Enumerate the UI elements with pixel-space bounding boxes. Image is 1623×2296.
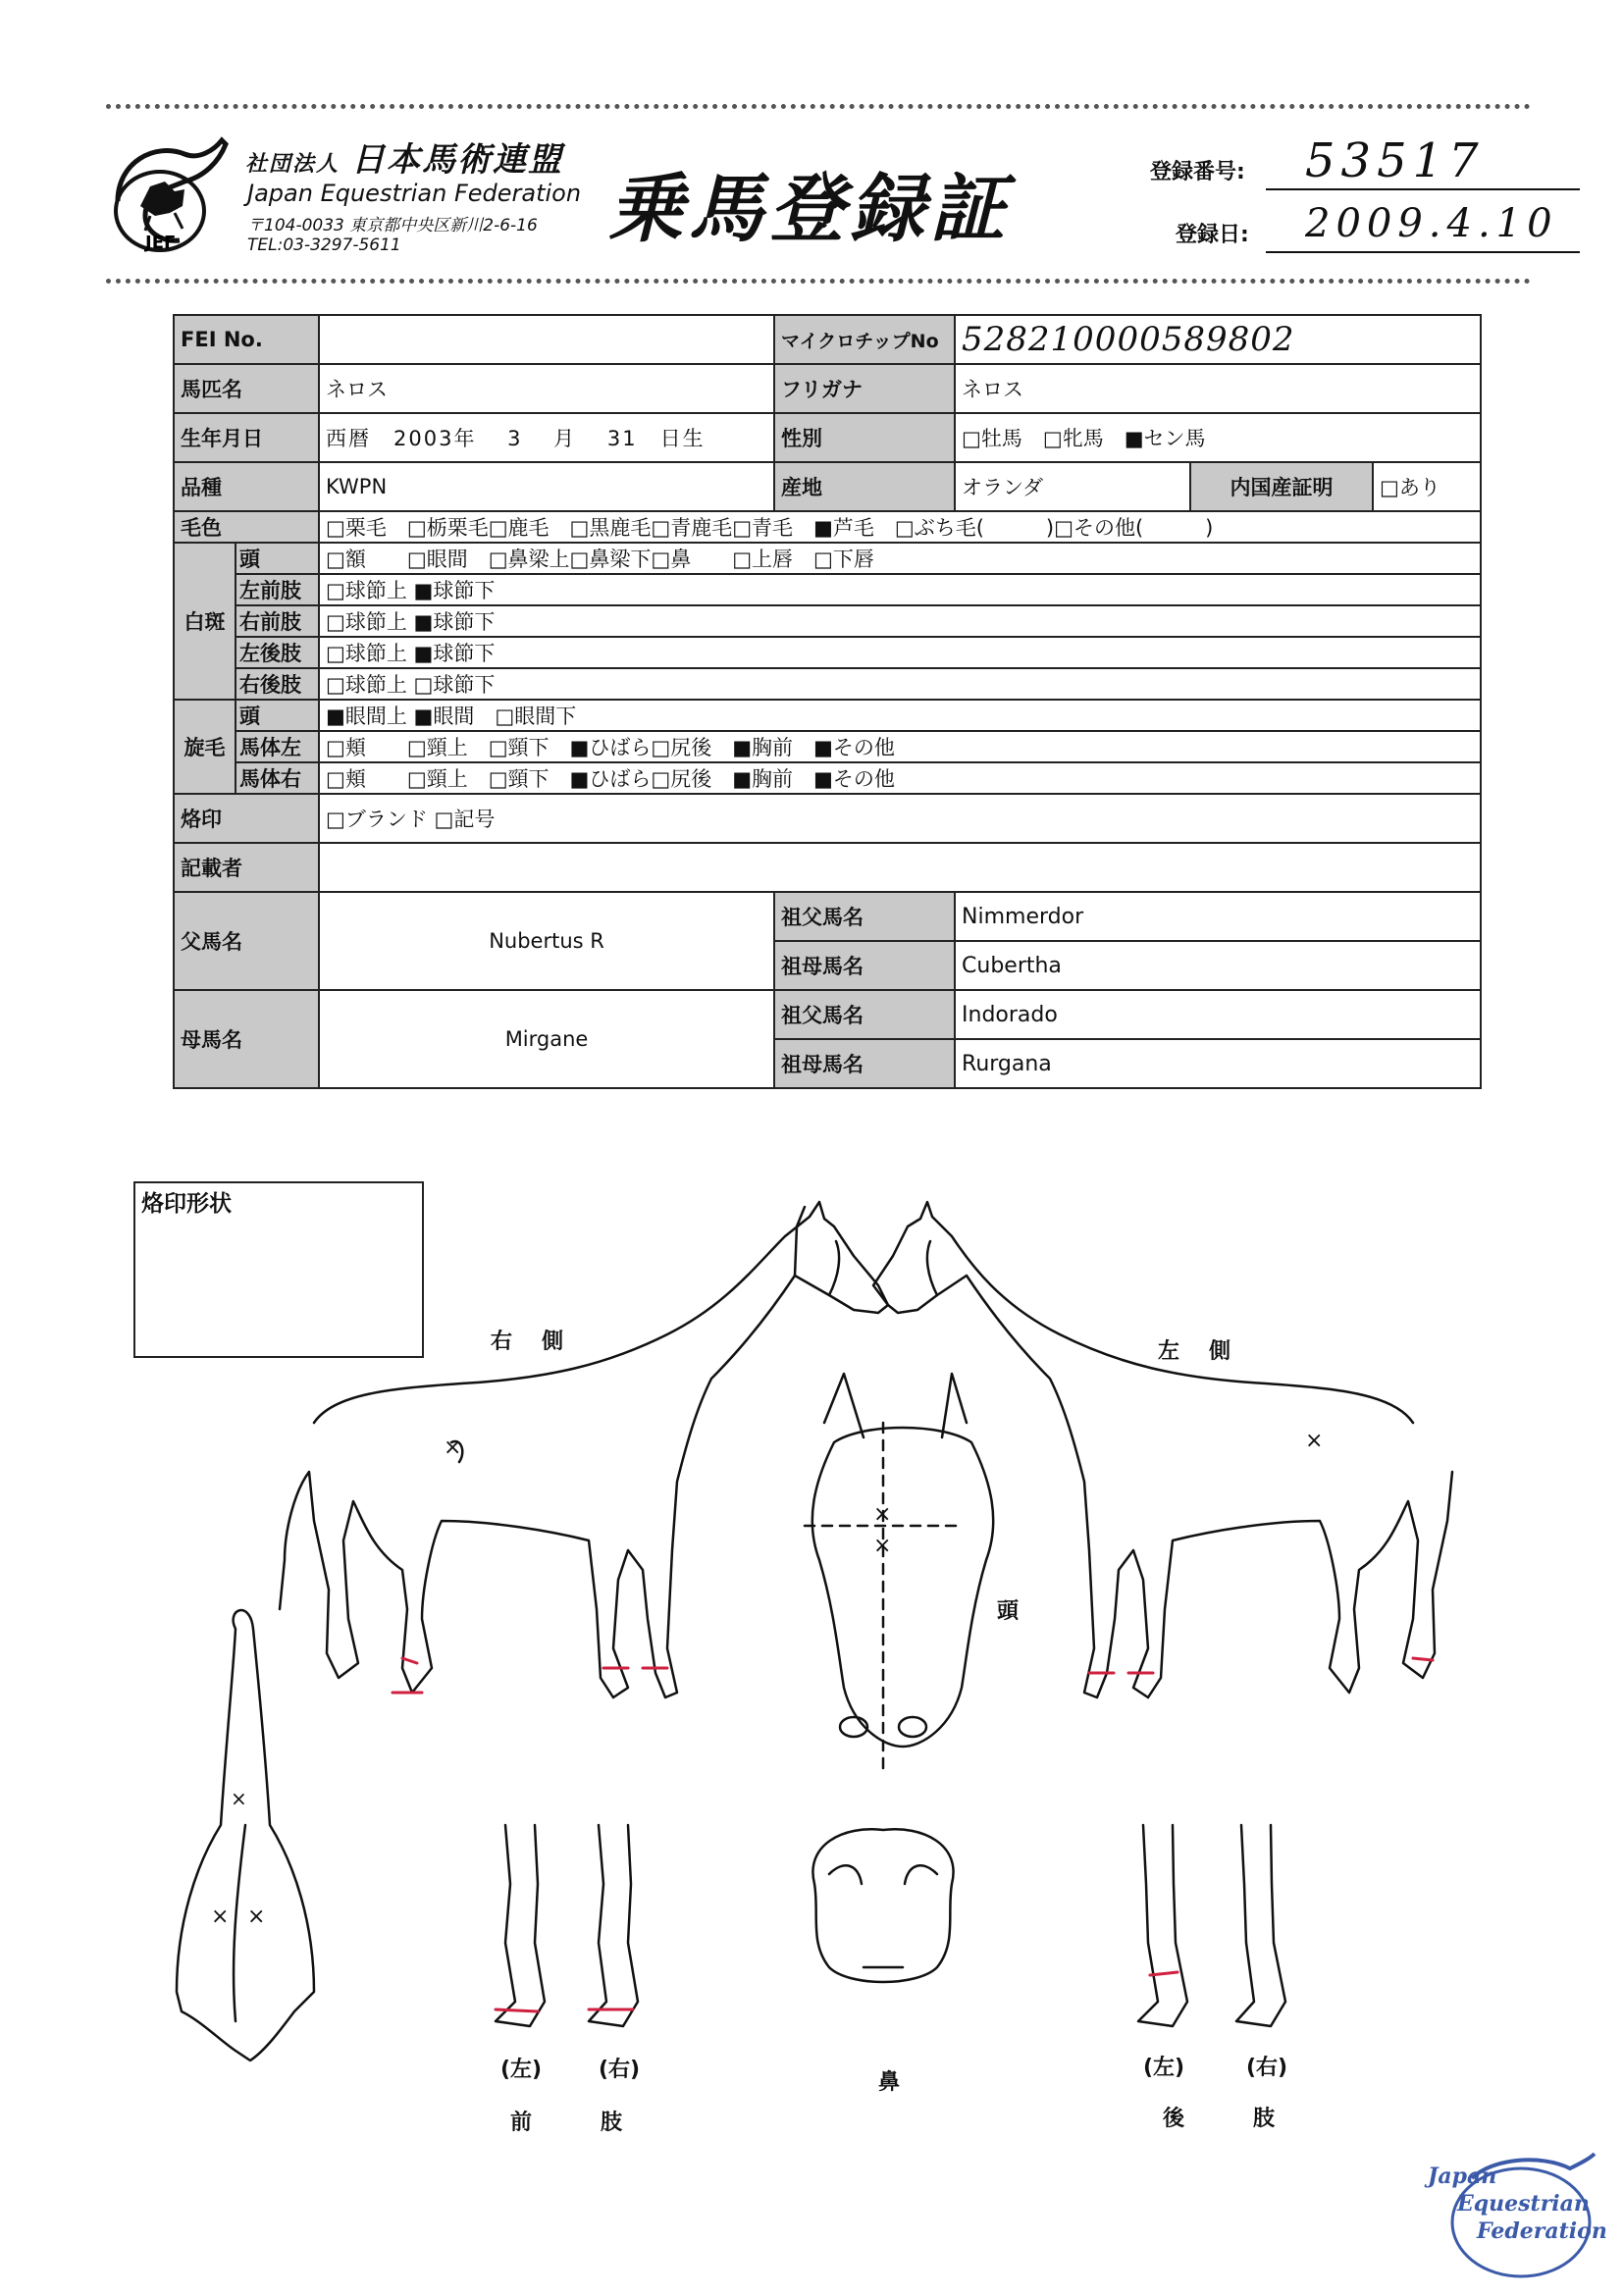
reg-date-value: 2009.4.10 (1266, 196, 1580, 253)
stamp-line-1: Japan (1428, 2164, 1497, 2189)
org-name-en: Japan Equestrian Federation (247, 180, 582, 207)
face-whorl-mark-1: × (873, 1502, 892, 1527)
jef-logo (106, 132, 234, 255)
dam-granddam-value: Rurgana (955, 1039, 1481, 1088)
recorder-value (319, 843, 1481, 892)
row-brand (174, 794, 1481, 843)
rear-whorl-mark-3: × (247, 1905, 266, 1929)
white-part-left-hind: 左後肢 (236, 637, 319, 668)
sire-value: Nubertus R (319, 892, 774, 990)
row-breed (174, 462, 1481, 511)
origin-value: オランダ (955, 462, 1190, 511)
brand-shape-label: 烙印形状 (141, 1191, 232, 1217)
sire-granddam-label: 祖母馬名 (774, 941, 955, 990)
hind-legs (1138, 1825, 1285, 2026)
breed-value: KWPN (319, 462, 774, 511)
domestic-cert-label: 内国産証明 (1190, 462, 1373, 511)
fei-value (319, 315, 774, 364)
right-side-label: 右側 (491, 1330, 594, 1354)
row-whorl-head (174, 700, 1481, 731)
horse-face-front (805, 1374, 993, 1776)
white-part-right-fore: 右前肢 (236, 605, 319, 637)
fore-label: 前肢 (510, 2111, 692, 2135)
whorl-part-right: 馬体右 (236, 762, 319, 794)
whorl-value-head: ■眼間上 ■眼間 □眼間下 (319, 700, 1481, 731)
nose-label: 鼻 (878, 2070, 901, 2095)
dam-grandsire-label: 祖父馬名 (774, 990, 955, 1039)
birth-value: 西暦 2003年 3 月 31 日生 (319, 413, 774, 462)
row-dam-1 (174, 990, 1481, 1039)
document-title: 乗馬登録証 (608, 165, 1011, 252)
row-white-rh (174, 668, 1481, 700)
rear-whorl-mark-2: × (211, 1905, 230, 1929)
white-value-head: □額 □眼間 □鼻梁上□鼻梁下□鼻 □上唇 □下唇 (319, 543, 1481, 574)
org-prefix: 社団法人 (245, 152, 340, 177)
fore-right-label: (右) (599, 2058, 641, 2082)
row-whorl-right (174, 762, 1481, 794)
microchip-value: 528210000589802 (955, 315, 1481, 364)
address-line-2: TEL:03-3297-5611 (247, 235, 401, 255)
hind-label: 後肢 (1163, 2107, 1344, 2131)
sire-grandsire-value: Nimmerdor (955, 892, 1481, 941)
sex-label: 性別 (774, 413, 955, 462)
front-legs (496, 1825, 638, 2026)
org-name-jp (245, 132, 563, 181)
right-side-horse (280, 1202, 888, 1697)
color-label: 毛色 (174, 511, 319, 543)
face-whorl-mark-2: × (873, 1534, 892, 1558)
dam-label: 母馬名 (174, 990, 319, 1088)
row-sire-1 (174, 892, 1481, 941)
row-fei (174, 315, 1481, 364)
row-white-lh (174, 637, 1481, 668)
stamp-line-2: Equestrian (1457, 2191, 1590, 2217)
birth-label: 生年月日 (174, 413, 319, 462)
org-name: 日本馬術連盟 (351, 140, 564, 180)
white-value-right-fore: □球節上 ■球節下 (319, 605, 1481, 637)
sire-granddam-value: Cubertha (955, 941, 1481, 990)
white-part-left-fore: 左前肢 (236, 574, 319, 605)
reg-date-label: 登録日: (1176, 223, 1249, 247)
furigana-label: フリガナ (774, 364, 955, 413)
name-label: 馬匹名 (174, 364, 319, 413)
stamp-line-3: Federation (1477, 2218, 1607, 2244)
address-line-1: 〒104-0033 東京都中央区新川2-6-16 (247, 216, 538, 235)
hind-right-label: (右) (1246, 2056, 1288, 2080)
row-recorder (174, 843, 1481, 892)
left-side-label: 左側 (1158, 1339, 1261, 1364)
sex-value: □牡馬 □牝馬 ■セン馬 (955, 413, 1481, 462)
fei-label: FEI No. (174, 315, 319, 364)
brand-label: 烙印 (174, 794, 319, 843)
nose-view (812, 1829, 953, 1982)
row-name (174, 364, 1481, 413)
reg-number-label: 登録番号: (1150, 160, 1245, 184)
breed-label: 品種 (174, 462, 319, 511)
color-value: □栗毛 □栃栗毛□鹿毛 □黒鹿毛□青鹿毛□青毛 ■芦毛 □ぶち毛( )□その他( ) (319, 511, 1481, 543)
row-white-head (174, 543, 1481, 574)
horse-rear-view (177, 1610, 314, 2061)
right-horse-whorl-mark: × (444, 1435, 462, 1460)
white-value-right-hind: □球節上 □球節下 (319, 668, 1481, 700)
whorl-part-left: 馬体左 (236, 731, 319, 762)
whorl-part-head: 頭 (236, 700, 319, 731)
row-white-lf (174, 574, 1481, 605)
origin-label: 産地 (774, 462, 955, 511)
sire-grandsire-label: 祖父馬名 (774, 892, 955, 941)
rear-whorl-mark-1: × (231, 1787, 247, 1810)
name-value: ネロス (319, 364, 774, 413)
whorl-value-left: □頬 □頸上 □頸下 ■ひばら□尻後 ■胸前 ■その他 (319, 731, 1481, 762)
sire-label: 父馬名 (174, 892, 319, 990)
horse-marking-diagram (0, 1197, 1623, 2159)
furigana-value: ネロス (955, 364, 1481, 413)
whorl-label: 旋毛 (174, 700, 236, 794)
domestic-cert-value: □あり (1373, 462, 1481, 511)
white-label: 白斑 (174, 543, 236, 700)
dam-grandsire-value: Indorado (955, 990, 1481, 1039)
head-label: 頭 (997, 1599, 1020, 1624)
horse-info-table (173, 314, 1482, 1089)
microchip-label: マイクロチップNo (774, 315, 955, 364)
whorl-value-right: □頬 □頸上 □頸下 ■ひばら□尻後 ■胸前 ■その他 (319, 762, 1481, 794)
dam-granddam-label: 祖母馬名 (774, 1039, 955, 1088)
left-horse-whorl-mark: × (1305, 1429, 1324, 1453)
row-white-rf (174, 605, 1481, 637)
logo-text: JEF (145, 233, 177, 253)
white-value-left-hind: □球節上 ■球節下 (319, 637, 1481, 668)
white-value-left-fore: □球節上 ■球節下 (319, 574, 1481, 605)
row-birth (174, 413, 1481, 462)
row-whorl-left (174, 731, 1481, 762)
recorder-label: 記載者 (174, 843, 319, 892)
org-address (247, 216, 538, 255)
header-dotted-rule (106, 279, 1531, 284)
white-part-head: 頭 (236, 543, 319, 574)
brand-value: □ブランド □記号 (319, 794, 1481, 843)
row-color (174, 511, 1481, 543)
white-part-right-hind: 右後肢 (236, 668, 319, 700)
fore-left-label: (左) (500, 2058, 543, 2082)
left-side-horse (873, 1202, 1452, 1697)
hind-left-label: (左) (1143, 2056, 1185, 2080)
top-dotted-rule (106, 104, 1531, 109)
dam-value: Mirgane (319, 990, 774, 1088)
reg-number-value: 53517 (1266, 133, 1580, 190)
